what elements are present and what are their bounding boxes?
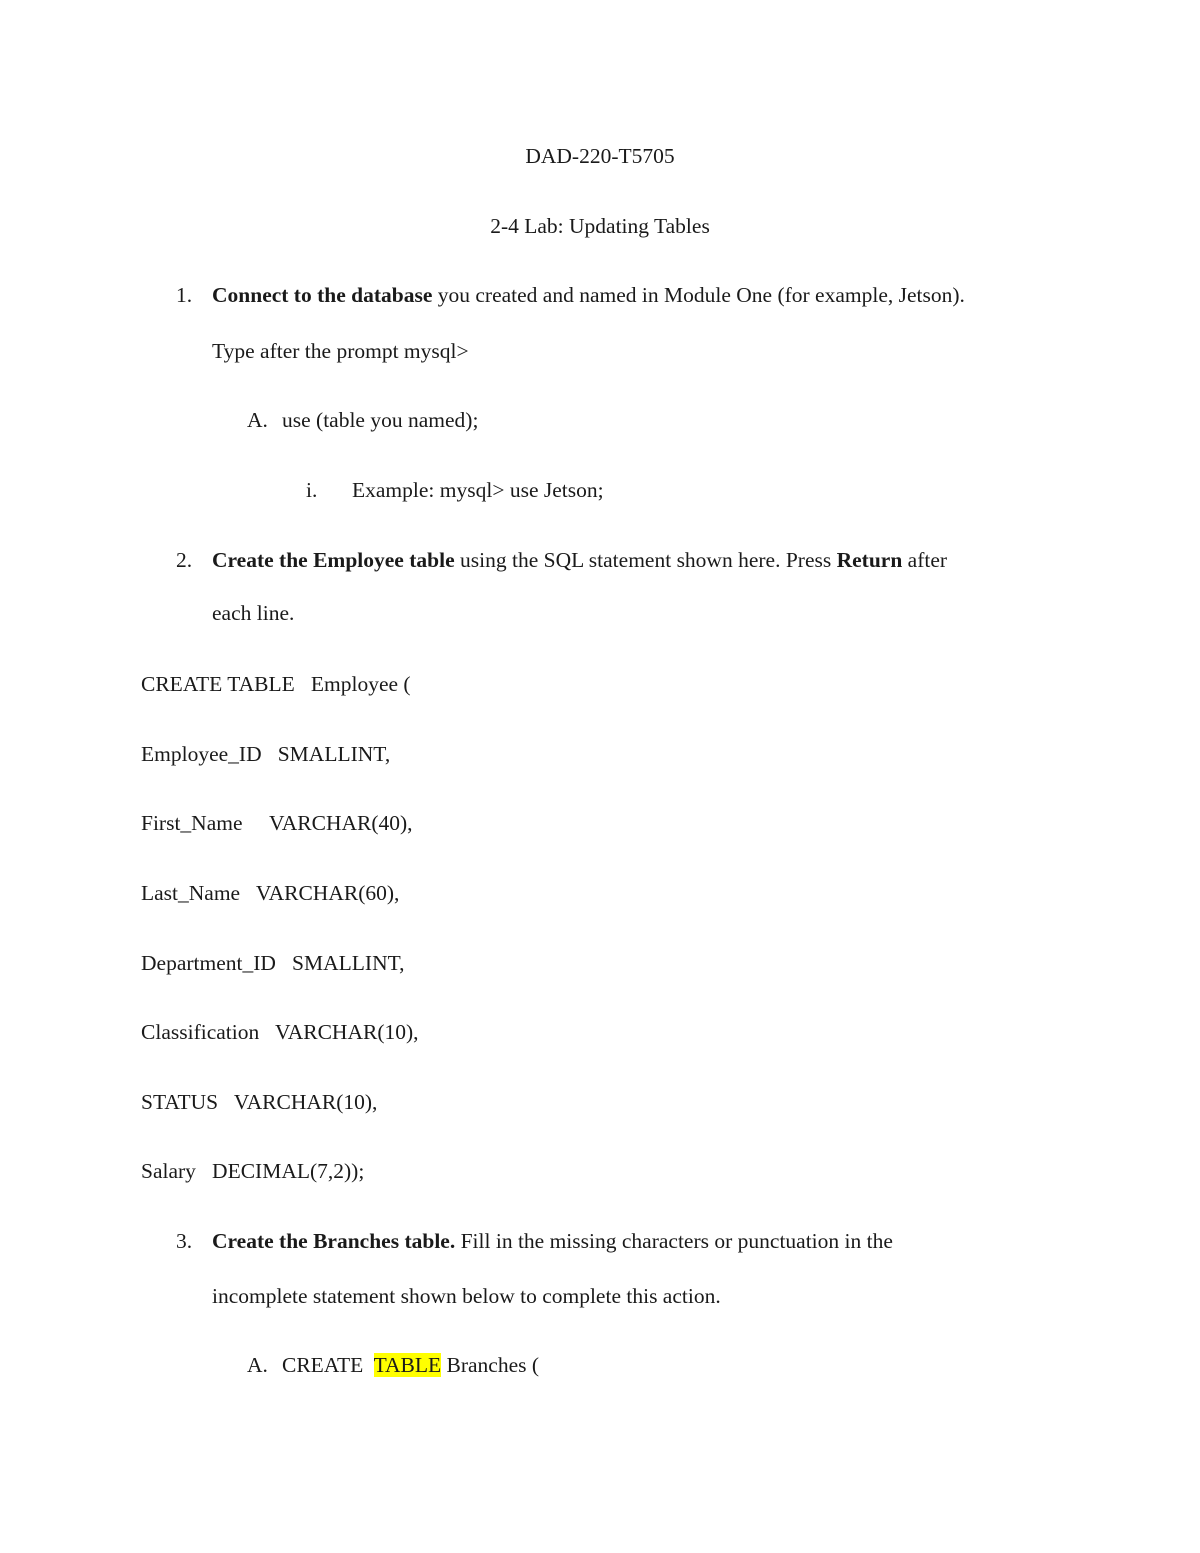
step-1-sub-a-marker: A.	[247, 408, 268, 432]
step-1-sub-a-text: use (table you named);	[282, 408, 479, 432]
sql-line: Salary DECIMAL(7,2));	[141, 1159, 365, 1183]
step-3-sub-a-text-2: Branches (	[441, 1353, 540, 1377]
step-1-line-2: Type after the prompt mysql>	[212, 339, 469, 363]
sql-line: Department_ID SMALLINT,	[141, 951, 405, 975]
sql-line: Employee_ID SMALLINT,	[141, 742, 391, 766]
step-3-sub-a-text-1: CREATE	[282, 1353, 374, 1377]
sql-line: First_Name VARCHAR(40),	[141, 811, 413, 835]
step-3-number: 3.	[176, 1229, 193, 1253]
step-3-sub-a-text	[282, 1351, 539, 1379]
step-2-number: 2.	[176, 548, 193, 572]
sql-line: CREATE TABLE Employee (	[141, 672, 411, 696]
step-1-bold: Connect to the database	[212, 283, 433, 307]
step-1-rest: you created and named in Module One (for example, Jetson).	[432, 283, 965, 307]
step-1-sub-i-marker: i.	[306, 478, 318, 502]
step-2-bold-return: Return	[836, 548, 903, 572]
step-3-bold: Create the Branches table.	[212, 1229, 456, 1253]
step-2-line-2: each line.	[212, 601, 295, 625]
step-3-text	[212, 1227, 893, 1255]
step-2-end: after	[902, 548, 948, 572]
step-2-text	[212, 546, 947, 574]
step-2-mid: using the SQL statement shown here. Press	[454, 548, 837, 572]
course-code: DAD-220-T5705	[525, 144, 675, 168]
highlighted-text: TABLE	[373, 1353, 442, 1377]
step-1-sub-i-text: Example: mysql> use Jetson;	[352, 478, 604, 502]
sql-line: Last_Name VARCHAR(60),	[141, 881, 400, 905]
step-3-sub-a-marker: A.	[247, 1353, 268, 1377]
step-3-line-2: incomplete statement shown below to complete this action.	[212, 1284, 721, 1308]
sql-line: STATUS VARCHAR(10),	[141, 1090, 378, 1114]
step-2-bold: Create the Employee table	[212, 548, 455, 572]
step-3-rest: Fill in the missing characters or punctuation in the	[455, 1229, 893, 1253]
step-1-text	[212, 281, 965, 309]
sql-line: Classification VARCHAR(10),	[141, 1020, 419, 1044]
page-title: 2-4 Lab: Updating Tables	[490, 214, 710, 238]
step-1-number: 1.	[176, 283, 193, 307]
